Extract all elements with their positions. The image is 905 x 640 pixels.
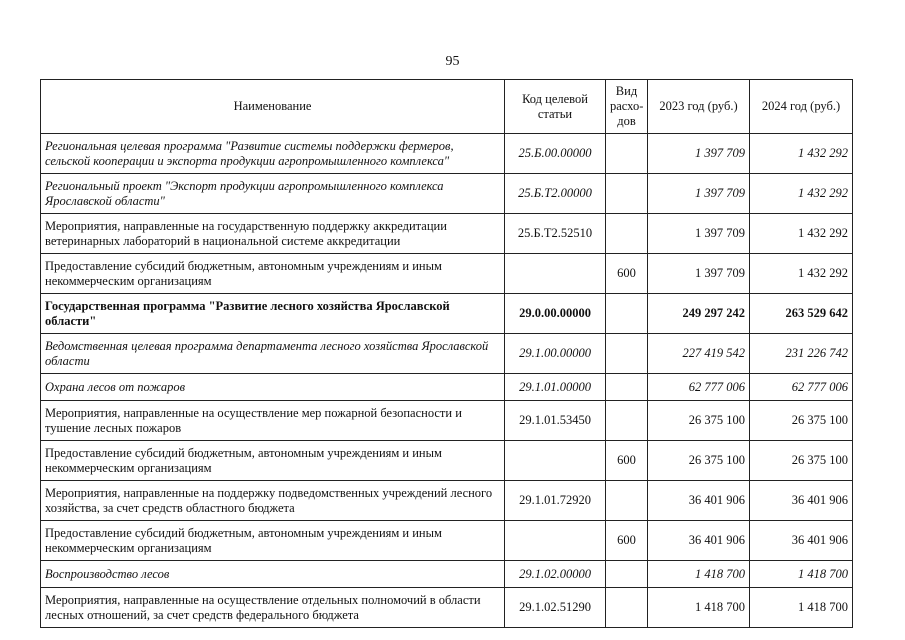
row-name-cell: Охрана лесов от пожаров bbox=[41, 374, 505, 401]
row-expense-type-cell bbox=[606, 374, 648, 401]
table-row bbox=[41, 214, 853, 254]
row-2023-amount-cell: 1 397 709 bbox=[648, 174, 750, 214]
row-2024-amount-cell: 263 529 642 bbox=[750, 294, 853, 334]
row-2023-amount-cell: 1 397 709 bbox=[648, 214, 750, 254]
row-2024-amount-cell: 62 777 006 bbox=[750, 374, 853, 401]
row-name-cell: Мероприятия, направленные на государственную поддержку аккредитации ветеринарных лабораторий в национальной системе аккредитации bbox=[41, 214, 505, 254]
table-row bbox=[41, 561, 853, 588]
row-code-cell: 25.Б.Т2.52510 bbox=[505, 214, 606, 254]
row-name-cell: Предоставление субсидий бюджетным, автономным учреждениям и иным некоммерческим организациям bbox=[41, 441, 505, 481]
row-expense-type-cell bbox=[606, 588, 648, 628]
row-expense-type-cell bbox=[606, 481, 648, 521]
row-code-cell: 29.1.01.72920 bbox=[505, 481, 606, 521]
row-name-cell: Мероприятия, направленные на поддержку подведомственных учреждений лесного хозяйства, за счет средств областного бюджета bbox=[41, 481, 505, 521]
table-row bbox=[41, 294, 853, 334]
row-2024-amount-cell: 1 418 700 bbox=[750, 561, 853, 588]
row-expense-type-cell bbox=[606, 561, 648, 588]
row-name-cell: Воспроизводство лесов bbox=[41, 561, 505, 588]
table-row bbox=[41, 374, 853, 401]
row-code-cell: 25.Б.00.00000 bbox=[505, 134, 606, 174]
row-2024-amount-cell: 231 226 742 bbox=[750, 334, 853, 374]
table-row bbox=[41, 401, 853, 441]
row-2023-amount-cell: 1 397 709 bbox=[648, 254, 750, 294]
row-code-cell: 29.1.02.00000 bbox=[505, 561, 606, 588]
row-expense-type-cell bbox=[606, 334, 648, 374]
table-row bbox=[41, 174, 853, 214]
table-body bbox=[41, 134, 853, 628]
row-2023-amount-cell: 26 375 100 bbox=[648, 441, 750, 481]
row-2023-amount-cell: 227 419 542 bbox=[648, 334, 750, 374]
row-code-cell bbox=[505, 441, 606, 481]
column-header-2024: 2024 год (руб.) bbox=[750, 80, 853, 134]
table-row bbox=[41, 481, 853, 521]
row-name-cell: Предоставление субсидий бюджетным, автономным учреждениям и иным некоммерческим организациям bbox=[41, 521, 505, 561]
row-expense-type-cell bbox=[606, 294, 648, 334]
table-row bbox=[41, 134, 853, 174]
row-2024-amount-cell: 26 375 100 bbox=[750, 401, 853, 441]
column-header-type: Вид расхо-дов bbox=[606, 80, 648, 134]
row-2024-amount-cell: 36 401 906 bbox=[750, 521, 853, 561]
budget-table bbox=[40, 79, 853, 628]
table-header-row bbox=[41, 80, 853, 134]
row-2023-amount-cell: 62 777 006 bbox=[648, 374, 750, 401]
table-row bbox=[41, 521, 853, 561]
row-2024-amount-cell: 1 432 292 bbox=[750, 254, 853, 294]
column-header-2023: 2023 год (руб.) bbox=[648, 80, 750, 134]
row-2023-amount-cell: 1 418 700 bbox=[648, 588, 750, 628]
row-2024-amount-cell: 1 418 700 bbox=[750, 588, 853, 628]
column-header-code: Код целевой статьи bbox=[505, 80, 606, 134]
row-code-cell: 29.1.01.53450 bbox=[505, 401, 606, 441]
row-name-cell: Ведомственная целевая программа департамента лесного хозяйства Ярославской области bbox=[41, 334, 505, 374]
row-expense-type-cell bbox=[606, 214, 648, 254]
row-2024-amount-cell: 1 432 292 bbox=[750, 214, 853, 254]
row-code-cell: 29.0.00.00000 bbox=[505, 294, 606, 334]
row-code-cell bbox=[505, 254, 606, 294]
row-2023-amount-cell: 249 297 242 bbox=[648, 294, 750, 334]
table-row bbox=[41, 254, 853, 294]
row-2023-amount-cell: 26 375 100 bbox=[648, 401, 750, 441]
row-2023-amount-cell: 1 418 700 bbox=[648, 561, 750, 588]
row-2024-amount-cell: 1 432 292 bbox=[750, 134, 853, 174]
row-name-cell: Мероприятия, направленные на осуществление отдельных полномочий в области лесных отношений, за счет средств федерального бюджета bbox=[41, 588, 505, 628]
row-2023-amount-cell: 36 401 906 bbox=[648, 481, 750, 521]
row-expense-type-cell bbox=[606, 134, 648, 174]
row-name-cell: Предоставление субсидий бюджетным, автономным учреждениям и иным некоммерческим организациям bbox=[41, 254, 505, 294]
row-expense-type-cell: 600 bbox=[606, 254, 648, 294]
row-code-cell bbox=[505, 521, 606, 561]
table-row bbox=[41, 441, 853, 481]
row-2024-amount-cell: 36 401 906 bbox=[750, 481, 853, 521]
table-row bbox=[41, 588, 853, 628]
table-row bbox=[41, 334, 853, 374]
row-expense-type-cell: 600 bbox=[606, 521, 648, 561]
row-code-cell: 29.1.01.00000 bbox=[505, 374, 606, 401]
column-header-name: Наименование bbox=[41, 80, 505, 134]
row-2024-amount-cell: 1 432 292 bbox=[750, 174, 853, 214]
row-code-cell: 29.1.02.51290 bbox=[505, 588, 606, 628]
row-expense-type-cell bbox=[606, 401, 648, 441]
row-name-cell: Мероприятия, направленные на осуществление мер пожарной безопасности и тушение лесных пожаров bbox=[41, 401, 505, 441]
row-2023-amount-cell: 36 401 906 bbox=[648, 521, 750, 561]
row-code-cell: 25.Б.Т2.00000 bbox=[505, 174, 606, 214]
row-name-cell: Региональный проект "Экспорт продукции агропромышленного комплекса Ярославской области" bbox=[41, 174, 505, 214]
page-number: 95 bbox=[445, 54, 460, 69]
row-expense-type-cell: 600 bbox=[606, 441, 648, 481]
row-2023-amount-cell: 1 397 709 bbox=[648, 134, 750, 174]
row-name-cell: Региональная целевая программа "Развитие системы поддержки фермеров, сельской кооперации и экспорта продукции агропромышленного комплекса" bbox=[41, 134, 505, 174]
row-expense-type-cell bbox=[606, 174, 648, 214]
row-2024-amount-cell: 26 375 100 bbox=[750, 441, 853, 481]
row-code-cell: 29.1.00.00000 bbox=[505, 334, 606, 374]
row-name-cell: Государственная программа "Развитие лесного хозяйства Ярославской области" bbox=[41, 294, 505, 334]
